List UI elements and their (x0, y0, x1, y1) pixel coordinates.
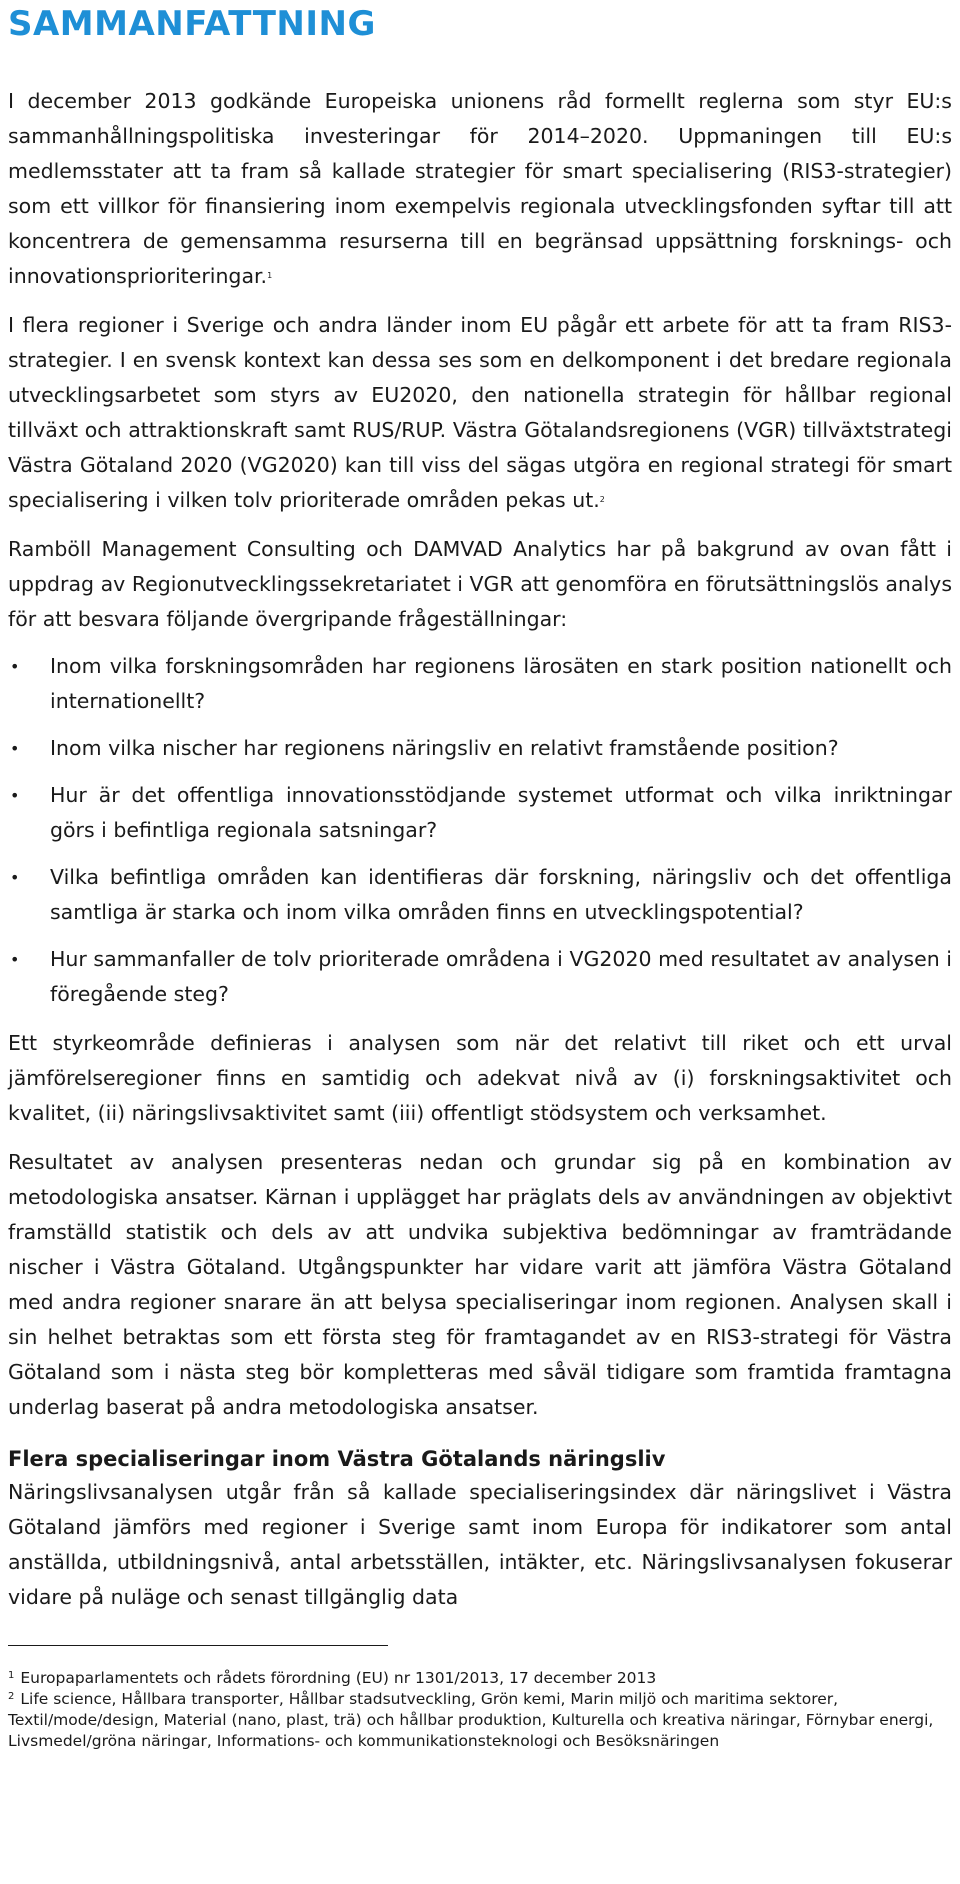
section-heading: Flera specialiseringar inom Västra Götalands näringsliv (8, 1447, 666, 1471)
footnote-text: Life science, Hållbara transporter, Hållbar stadsutveckling, Grön kemi, Marin miljö och maritima sektorer, Textil/mode/design, Material (nano, plast, trä) och hållbar produktion, Kulturella och kreativa näringar, Förnybar energi, Livsmedel/gröna näringar, Informations- och kommunikationsteknologi och Besöksnäringen (8, 1690, 934, 1750)
list-item (8, 649, 952, 719)
footnote-ref-2[interactable]: 2 (599, 495, 605, 505)
bullet-icon: • (10, 657, 20, 676)
list-item (8, 942, 952, 1012)
list-item-text: Inom vilka forskningsområden har regionens lärosäten en stark position nationellt och internationellt? (50, 654, 952, 713)
paragraph-definition: Ett styrkeområde definieras i analysen som när det relativt till riket och ett urval jämförelseregioner finns en samtidig och adekvat nivå av (i) forskningsaktivitet och kvalitet, (ii) näringslivsaktivitet samt (iii) offentligt stödsystem och verksamhet. (8, 1031, 952, 1125)
document-page (8, 0, 952, 1752)
footnote-number: 2 (8, 1691, 15, 1702)
paragraph-assignment: Ramböll Management Consulting och DAMVAD Analytics har på bakgrund av ovan fått i uppdrag av Regionutvecklingssekretariatet i VGR att genomföra en förutsättningslös analys för att besvara följande övergripande frågeställningar: (8, 537, 952, 631)
page-title: SAMMANFATTNING (8, 4, 376, 44)
footnote-number: 1 (8, 1670, 15, 1681)
bullet-icon: • (10, 739, 20, 758)
list-item-text: Hur sammanfaller de tolv prioriterade områdena i VG2020 med resultatet av analysen i föregående steg? (50, 947, 952, 1006)
paragraph-regions-text: I flera regioner i Sverige och andra länder inom EU pågår ett arbete för att ta fram RIS3-strategier. I en svensk kontext kan dessa ses som en delkomponent i det bredare regionala utvecklingsarbetet som styrs av EU2020, den nationella strategin för hållbar regional tillväxt och attraktionskraft samt RUS/RUP. Västra Götalandsregionens (VGR) tillväxtstrategi Västra Götaland 2020 (VG2020) kan till viss del sägas utgöra en regional strategi för smart specialisering i vilken tolv prioriterade områden pekas ut. (8, 313, 952, 512)
footnote-divider (8, 1645, 388, 1646)
list-item (8, 731, 952, 766)
list-item (8, 778, 952, 848)
question-list (8, 649, 952, 1012)
list-item-text: Inom vilka nischer har regionens näringsliv en relativt framstående position? (50, 736, 839, 760)
footnotes (8, 1668, 952, 1752)
list-item-text: Hur är det offentliga innovationsstödjande systemet utformat och vilka inriktningar görs i befintliga regionala satsningar? (50, 783, 952, 842)
footnote-2 (8, 1689, 952, 1752)
footnote-1 (8, 1668, 952, 1689)
footnote-text: Europaparlamentets och rådets förordning (EU) nr 1301/2013, 17 december 2013 (20, 1669, 657, 1687)
paragraph-business-analysis: Näringslivsanalysen utgår från så kallade specialiseringsindex där näringslivet i Västra Götaland jämförs med regioner i Sverige samt inom Europa för indikatorer som antal anställda, utbildningsnivå, antal arbetsställen, intäkter, etc. Näringslivsanalysen fokuserar vidare på nuläge och senast tillgänglig data (8, 1480, 952, 1609)
paragraph-intro-text: I december 2013 godkände Europeiska unionens råd formellt reglerna som styr EU:s sammanhållningspolitiska investeringar för 2014–2020. Uppmaningen till EU:s medlemsstater att ta fram så kallade strategier för smart specialisering (RIS3-strategier) som ett villkor för finansiering inom exempelvis regionala utvecklingsfonden syftar till att koncentrera de gemensamma resurserna till en begränsad uppsättning forsknings- och innovationsprioriteringar. (8, 89, 952, 288)
list-item (8, 860, 952, 930)
bullet-icon: • (10, 868, 20, 887)
footnote-ref-1[interactable]: 1 (267, 271, 273, 281)
paragraph-regions (8, 308, 952, 518)
paragraph-intro (8, 84, 952, 294)
bullet-icon: • (10, 950, 20, 969)
paragraph-results: Resultatet av analysen presenteras nedan och grundar sig på en kombination av metodologiska ansatser. Kärnan i upplägget har präglats dels av användningen av objektivt framställd statistik och dels av att undvika subjektiva bedömningar av framträdande nischer i Västra Götaland. Utgångspunkter har vidare varit att jämföra Västra Götaland med andra regioner snarare än att belysa specialiseringar inom regionen. Analysen skall i sin helhet betraktas som ett första steg för framtagandet av en RIS3-strategi för Västra Götaland som i nästa steg bör kompletteras med såväl tidigare som framtida framtagna underlag baserat på andra metodologiska ansatser. (8, 1150, 952, 1419)
bullet-icon: • (10, 786, 20, 805)
list-item-text: Vilka befintliga områden kan identifieras där forskning, näringsliv och det offentliga samtliga är starka och inom vilka områden finns en utvecklingspotential? (50, 865, 952, 924)
